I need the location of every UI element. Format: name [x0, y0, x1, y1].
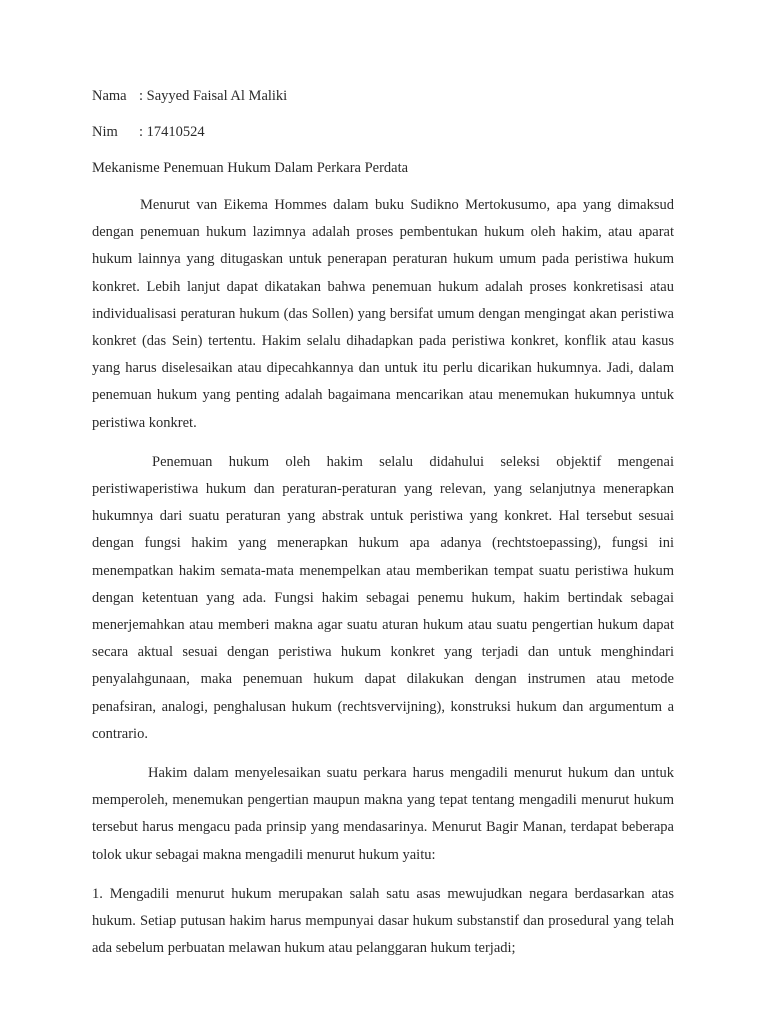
student-nim-line: [92, 122, 674, 142]
paragraph-2: Penemuan hukum oleh hakim selalu didahului seleksi objektif mengenai peristiwaperistiwa hukum dan peraturan-peraturan yang relevan, yang selanjutnya menerapkan hukumnya dari suatu peraturan yang abstrak untuk peristiwa yang konkret. Hal tersebut sesuai dengan fungsi hakim yang menerapkan hukum apa adanya (rechtstoepassing), fungsi ini menempatkan hakim semata-mata menempelkan atau memberikan tempat suatu peristiwa hukum dengan ketentuan yang ada. Fungsi hakim sebagai penemu hukum, hakim bertindak sebagai menerjemahkan atau memberi makna agar suatu aturan hukum atau suatu pengertian hukum dapat secara aktual sesuai dengan peristiwa hukum konkret yang terjadi dan untuk menghindari penyalahgunaan, maka penemuan hukum dapat dilakukan dengan instrumen atau metode penafsiran, analogi, penghalusan hukum (rechtsvervijning), konstruksi hukum dan argumentum a contrario.: [92, 453, 674, 742]
document-page: [92, 86, 674, 974]
nim-label: Nim: [92, 124, 118, 140]
document-title: Mekanisme Penemuan Hukum Dalam Perkara Perdata: [92, 160, 409, 176]
student-name-line: [92, 86, 674, 106]
nim-value: : 17410524: [139, 124, 205, 140]
paragraph-1: Menurut van Eikema Hommes dalam buku Sudikno Mertokusumo, apa yang dimaksud dengan penemuan hukum lazimnya adalah proses pembentukan hukum oleh hakim, atau aparat hukum lainnya yang ditugaskan untuk penerapan peraturan hukum umum pada peristiwa hukum konkret. Lebih lanjut dapat dikatakan bahwa penemuan hukum adalah proses konkretisasi atau individualisasi peraturan hukum (das Sollen) yang bersifat umum dengan mengingat akan peristiwa konkret (das Sein) tertentu. Hakim selalu dihadapkan pada peristiwa konkret, konflik atau kasus yang harus diselesaikan atau dipecahkannya dan untuk itu perlu dicarikan hukumnya. Jadi, dalam penemuan hukum yang penting adalah bagaimana mencarikan atau menemukan hukumnya untuk peristiwa konkret.: [92, 197, 674, 431]
name-label: Nama: [92, 88, 127, 104]
name-value: : Sayyed Faisal Al Maliki: [139, 88, 288, 104]
paragraph-3: Hakim dalam menyelesaikan suatu perkara harus mengadili menurut hukum dan untuk memperoleh, menemukan pengertian maupun makna yang tepat tentang mengadili menurut hukum tersebut harus mengacu pada prinsip yang mendasarinya. Menurut Bagir Manan, terdapat beberapa tolok ukur sebagai makna mengadili menurut hukum yaitu:: [92, 765, 674, 863]
list-item-1: 1. Mengadili menurut hukum merupakan salah satu asas mewujudkan negara berdasarkan atas hukum. Setiap putusan hakim harus mempunyai dasar hukum substanstif dan prosedural yang telah ada sebelum perbuatan melawan hukum atau pelanggaran hukum terjadi;: [92, 885, 674, 957]
